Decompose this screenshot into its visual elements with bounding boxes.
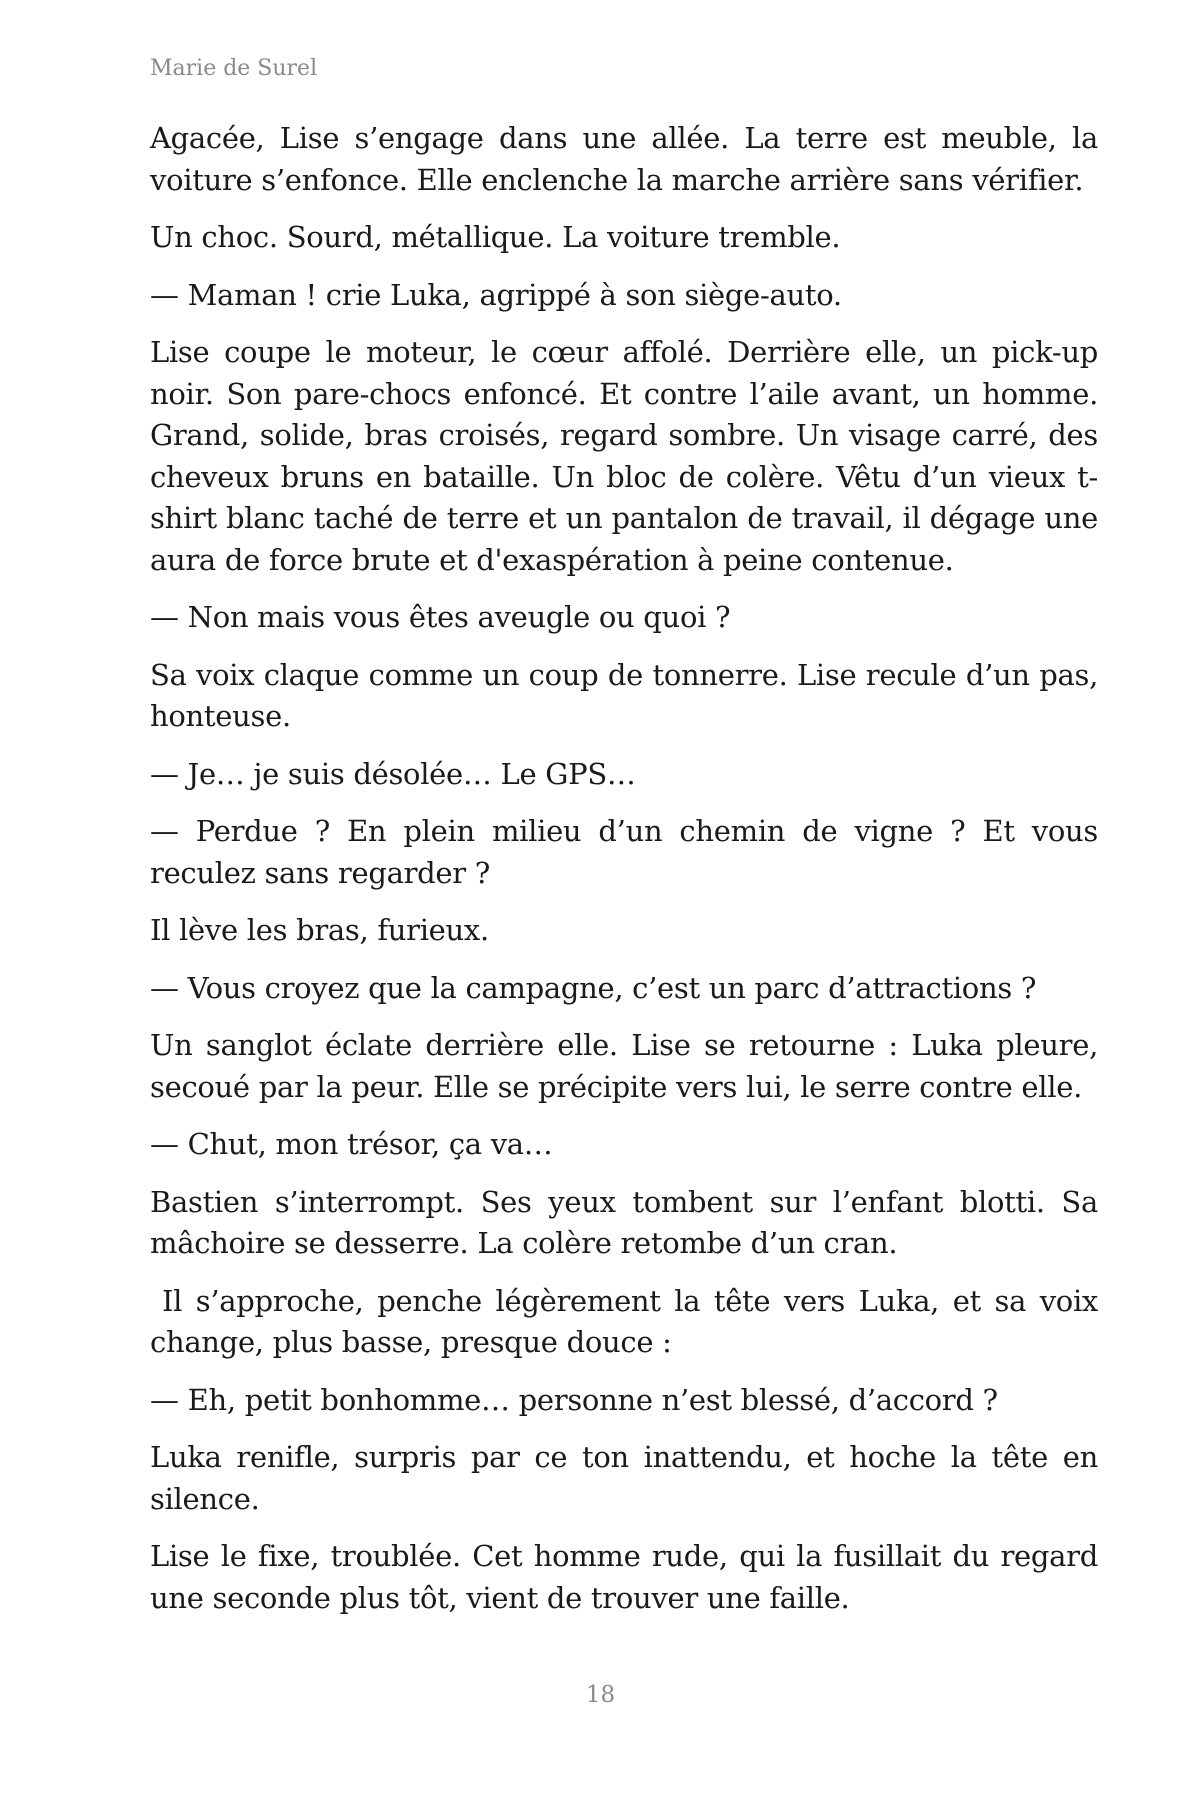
- paragraph: — Maman ! crie Luka, agrippé à son siège-auto.: [150, 277, 842, 312]
- paragraph: Bastien s’interrompt. Ses yeux tombent sur l’enfant blotti. Sa mâchoire se desserre. La colère retombe d’un cran.: [150, 1184, 1098, 1260]
- paragraph: — Non mais vous êtes aveugle ou quoi ?: [150, 600, 731, 634]
- paragraph: Il lève les bras, furieux.: [150, 913, 489, 947]
- paragraph: Il s’approche, penche légèrement la tête vers Luka, et sa voix change, plus basse, presque douce :: [150, 1283, 1098, 1359]
- body-text: [150, 118, 1098, 1635]
- paragraph: Lise le fixe, troublée. Cet homme rude, qui la fusillait du regard une seconde plus tôt, vient de trouver une faille.: [150, 1539, 1098, 1615]
- paragraph: Lise coupe le moteur, le cœur affolé. Derrière elle, un pick-up noir. Son pare-chocs enfoncé. Et contre l’aile avant, un homme. Grand, solide, bras croisés, regard sombre. Un visage carré, des cheveux bruns en bataille. Un bloc de colère. Vêtu d’un vieux t-shirt blanc taché de terre et un pantalon de travail, il dégage une aura de force brute et d'exaspération à peine contenue.: [150, 335, 1098, 577]
- paragraph: — Chut, mon trésor, ça va…: [150, 1127, 553, 1161]
- paragraph: Sa voix claque comme un coup de tonnerre. Lise recule d’un pas, honteuse.: [150, 657, 1098, 733]
- running-header-author: Marie de Surel: [150, 56, 318, 81]
- paragraph: Agacée, Lise s’engage dans une allée. La terre est meuble, la voiture s’enfonce. Elle enclenche la marche arrière sans vérifier.: [150, 121, 1098, 197]
- paragraph: — Vous croyez que la campagne, c’est un parc d’attractions ?: [150, 970, 1037, 1005]
- paragraph: Luka renifle, surpris par ce ton inattendu, et hoche la tête en silence.: [150, 1440, 1098, 1516]
- paragraph: Un choc. Sourd, métallique. La voiture tremble.: [150, 220, 841, 254]
- paragraph: — Je… je suis désolée… Le GPS…: [150, 756, 636, 791]
- page-number: 18: [585, 1682, 616, 1708]
- paragraph: Un sanglot éclate derrière elle. Lise se retourne : Luka pleure, secoué par la peur. Elle se précipite vers lui, le serre contre elle.: [150, 1028, 1098, 1104]
- paragraph: — Perdue ? En plein milieu d’un chemin de vigne ? Et vous reculez sans regarder ?: [150, 814, 1098, 890]
- paragraph: — Eh, petit bonhomme… personne n’est blessé, d’accord ?: [150, 1382, 998, 1417]
